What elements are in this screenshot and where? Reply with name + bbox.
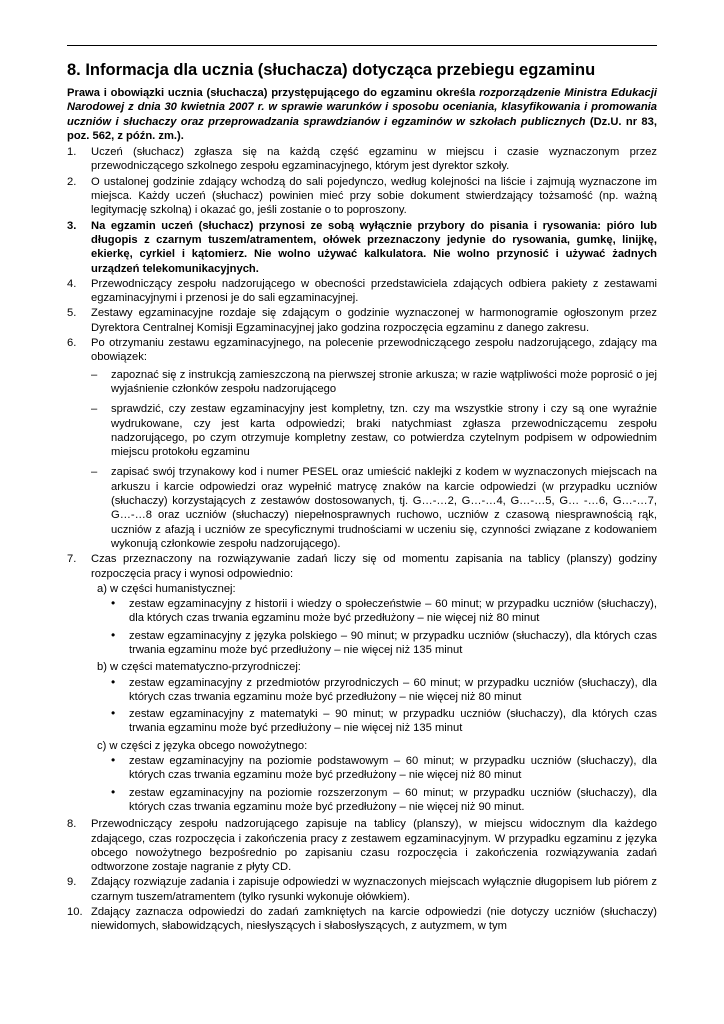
bullet-item bbox=[91, 786, 657, 815]
bullet-text: zestaw egzaminacyjny na poziomie rozszerzonym – 60 minut; w przypadku uczniów (słuchaczy), dla których czas trwania egzaminu może być przedłużony – nie więcej niż 90 minut. bbox=[129, 786, 657, 813]
dash-text: zapisać swój trzynakowy kod i numer PESEL oraz umieścić naklejki z kodem w wyznaczonych miejscach na arkuszu i karcie odpowiedzi oraz wypełnić matrycę znaków na karcie odpowiedzi (w przypadku uczniów (słuchaczy) korzystających z zestawów dostosowanych, tj. G…-…2, G…-…4, G…-…5, G… -…6, G…-…7, G…-…8 oraz uczniów (słuchaczy) niepełnosprawnych ruchowo, uczniów z czasową niesprawnością rąk, uczniów z afazją i uczniów ze specyficznymi trudnościami w uczeniu się, czynności związane z kodowaniem wykonują członkowie zespołu nadzorującego). bbox=[111, 466, 657, 550]
bullet-mark: • bbox=[111, 674, 116, 689]
list-item bbox=[67, 277, 657, 306]
bullet-item bbox=[91, 676, 657, 705]
time-sections bbox=[91, 582, 657, 814]
bullet-item bbox=[91, 707, 657, 736]
item-text: O ustalonej godzinie zdający wchodzą do sali pojedynczo, według kolejności na liście i zajmują wyznaczone im miejsca. Każdy uczeń (słuchacz) powinien mieć przy sobie dokument stwierdzający tożsamość (np. ważną legitymację szkolną) i okazać go, jeśli zostanie o to poproszony. bbox=[91, 175, 657, 217]
dash-mark: – bbox=[91, 466, 98, 479]
item-text: Zestawy egzaminacyjne rozdaje się zdającym o godzinie wyznaczonej w harmonogramie ogłoszonym przez Dyrektora Centralnej Komisji Egzaminacyjnej jako godzina rozpoczęcia egzaminu z danego zakresu. bbox=[91, 307, 657, 334]
list-item bbox=[67, 175, 657, 218]
bullet-item bbox=[91, 597, 657, 626]
list-item bbox=[67, 306, 657, 335]
dash-item bbox=[91, 402, 657, 459]
bullet-mark: • bbox=[111, 627, 116, 642]
bullet-mark: • bbox=[111, 596, 116, 611]
intro-paragraph bbox=[67, 86, 657, 143]
list-item bbox=[67, 875, 657, 904]
dash-text: zapoznać się z instrukcją zamieszczoną na pierwszej stronie arkusza; w razie wątpliwości może poprosić o jej wyjaśnienie członków zespołu nadzorującego bbox=[111, 368, 657, 395]
bullet-list bbox=[91, 754, 657, 814]
bullet-text: zestaw egzaminacyjny na poziomie podstawowym – 60 minut; w przypadku uczniów (słuchaczy), dla których czas trwania egzaminu może być przedłużony – nie więcej niż 80 minut bbox=[129, 755, 657, 782]
item-number: 4. bbox=[67, 277, 77, 290]
bullet-mark: • bbox=[111, 706, 116, 721]
item-number: 7. bbox=[67, 553, 77, 566]
section-label-math-science: b) w części matematyczno-przyrodniczej: bbox=[97, 661, 301, 674]
bullet-item bbox=[91, 754, 657, 783]
item-number: 10. bbox=[67, 906, 83, 919]
item-number: 9. bbox=[67, 876, 77, 889]
item-text: Uczeń (słuchacz) zgłasza się na każdą część egzaminu w miejscu i czasie wyznaczonym przez przewodniczącego szkolnego zespołu egzaminacyjnego, którym jest dyrektor szkoły. bbox=[91, 146, 657, 173]
bullet-list bbox=[91, 676, 657, 736]
section-heading: 8. Informacja dla ucznia (słuchacza) dotycząca przebiegu egzaminu bbox=[67, 61, 596, 79]
bullet-text: zestaw egzaminacyjny z języka polskiego – 90 minut; w przypadku uczniów (słuchaczy), dla których czas trwania egzaminu może być przedłużony – nie więcej niż 135 minut bbox=[129, 629, 657, 656]
item-number: 5. bbox=[67, 307, 77, 320]
header-rule bbox=[67, 45, 657, 46]
list-item bbox=[67, 905, 657, 934]
bullet-mark: • bbox=[111, 784, 116, 799]
list-item bbox=[67, 552, 657, 814]
section-label-foreign-language: c) w części z języka obcego nowożytnego: bbox=[97, 739, 308, 752]
list-item bbox=[67, 336, 657, 551]
bullet-list bbox=[91, 597, 657, 657]
item-text: Przewodniczący zespołu nadzorującego w obecności przedstawiciela zdających odbiera pakiety z zestawami egzaminacyjnymi i przenosi je do sali egzaminacyjnej. bbox=[91, 277, 657, 305]
document-page bbox=[67, 60, 657, 935]
list-item bbox=[67, 817, 657, 874]
bullet-text: zestaw egzaminacyjny z historii i wiedzy o społeczeństwie – 60 minut; w przypadku uczniów (słuchaczy), dla których czas trwania egzaminu może być przedłużony – nie więcej niż 80 minut bbox=[129, 598, 657, 625]
item-text: Na egzamin uczeń (słuchacz) przynosi ze sobą wyłącznie przybory do pisania i rysowania: pióro lub długopis z czarnym tuszem/atramentem, ołówek przeznaczony jedynie do rysowania, gumkę, linijkę, ekierkę, cyrkiel i kątomierz. Nie wolno używać kalkulatora. Nie wolno przynosić i używać żadnych urządzeń telekomunikacyjnych. bbox=[91, 219, 657, 275]
item-text: Zdający zaznacza odpowiedzi do zadań zamkniętych na karcie odpowiedzi (nie dotyczy uczniów (słuchaczy) niewidomych, słabowidzących, niesłyszących i słabosłyszących, z autyzmem, w tym bbox=[91, 906, 657, 933]
dash-text: sprawdzić, czy zestaw egzaminacyjny jest kompletny, tzn. czy ma wszystkie strony i czy są one wyraźnie wydrukowane, czy jest karta odpowiedzi; braki natychmiast zgłasza przewodniczącemu zespołu nadzorującego, po czym otrzymuje kompletny zestaw, co potwierdza czytelnym podpisem w odpowiednim miejscu protokołu egzaminu bbox=[111, 403, 657, 459]
intro-citation: (Dz.U. nr 83, poz. 562, z późn. zm.). bbox=[67, 115, 657, 142]
item-text: Zdający rozwiązuje zadania i zapisuje odpowiedzi w wyznaczonych miejscach wyłącznie długopisem lub piórem z czarnym tuszem/atramentem (tylko rysunki wykonuje ołówkiem). bbox=[91, 876, 657, 903]
dash-mark: – bbox=[91, 403, 98, 416]
item-number: 2. bbox=[67, 175, 77, 188]
item-text: Po otrzymaniu zestawu egzaminacyjnego, na polecenie przewodniczącego zespołu nadzorującego, zdający ma obowiązek: bbox=[91, 337, 657, 364]
item-number: 1. bbox=[67, 146, 77, 159]
item-number: 3. bbox=[67, 219, 77, 232]
item-number: 6. bbox=[67, 337, 77, 350]
bullet-text: zestaw egzaminacyjny z przedmiotów przyrodniczych – 60 minut; w przypadku uczniów (słuchaczy), dla których czas trwania egzaminu może być przedłużony – nie więcej niż 80 minut bbox=[129, 676, 657, 703]
bullet-text: zestaw egzaminacyjny z matematyki – 90 minut; w przypadku uczniów (słuchaczy), dla których czas trwania egzaminu może być przedłużony – nie więcej niż 135 minut bbox=[129, 708, 657, 735]
dash-mark: – bbox=[91, 368, 98, 381]
item-text: Przewodniczący zespołu nadzorującego zapisuje na tablicy (planszy), w miejscu widocznym dla każdego zdającego, czas rozpoczęcia i zakończenia pracy z zestawem egzaminacyjnym. W przypadku egzaminu z języka obcego nowożytnego bezpośrednio po zapisaniu czasu rozpoczęcia i zakończenia rozwiązywania zadań odtworzone zostaje nagranie z płyty CD. bbox=[91, 818, 657, 874]
item-number: 8. bbox=[67, 818, 77, 831]
dash-item bbox=[91, 465, 657, 551]
bullet-item bbox=[91, 629, 657, 658]
intro-lead: Prawa i obowiązki ucznia (słuchacza) przystępującego do egzaminu określa bbox=[67, 87, 480, 99]
section-label-humanities: a) w części humanistycznej: bbox=[97, 582, 236, 595]
dash-item bbox=[91, 368, 657, 397]
rules-list bbox=[67, 145, 657, 933]
list-item bbox=[67, 145, 657, 174]
dash-list bbox=[91, 368, 657, 552]
list-item bbox=[67, 219, 657, 276]
bullet-mark: • bbox=[111, 753, 116, 768]
intro-regulation: rozporządzenie Ministra Edukacji Narodowej z dnia 30 kwietnia 2007 r. w sprawie warunków i sposobu oceniania, klasyfikowania i promowania uczniów i słuchaczy oraz przeprowadzania sprawdzianów i egzaminów w szkołach publicznych bbox=[67, 87, 657, 128]
item-text: Czas przeznaczony na rozwiązywanie zadań liczy się od momentu zapisania na tablicy (planszy) godziny rozpoczęcia pracy i wynosi odpowiednio: bbox=[91, 553, 657, 580]
